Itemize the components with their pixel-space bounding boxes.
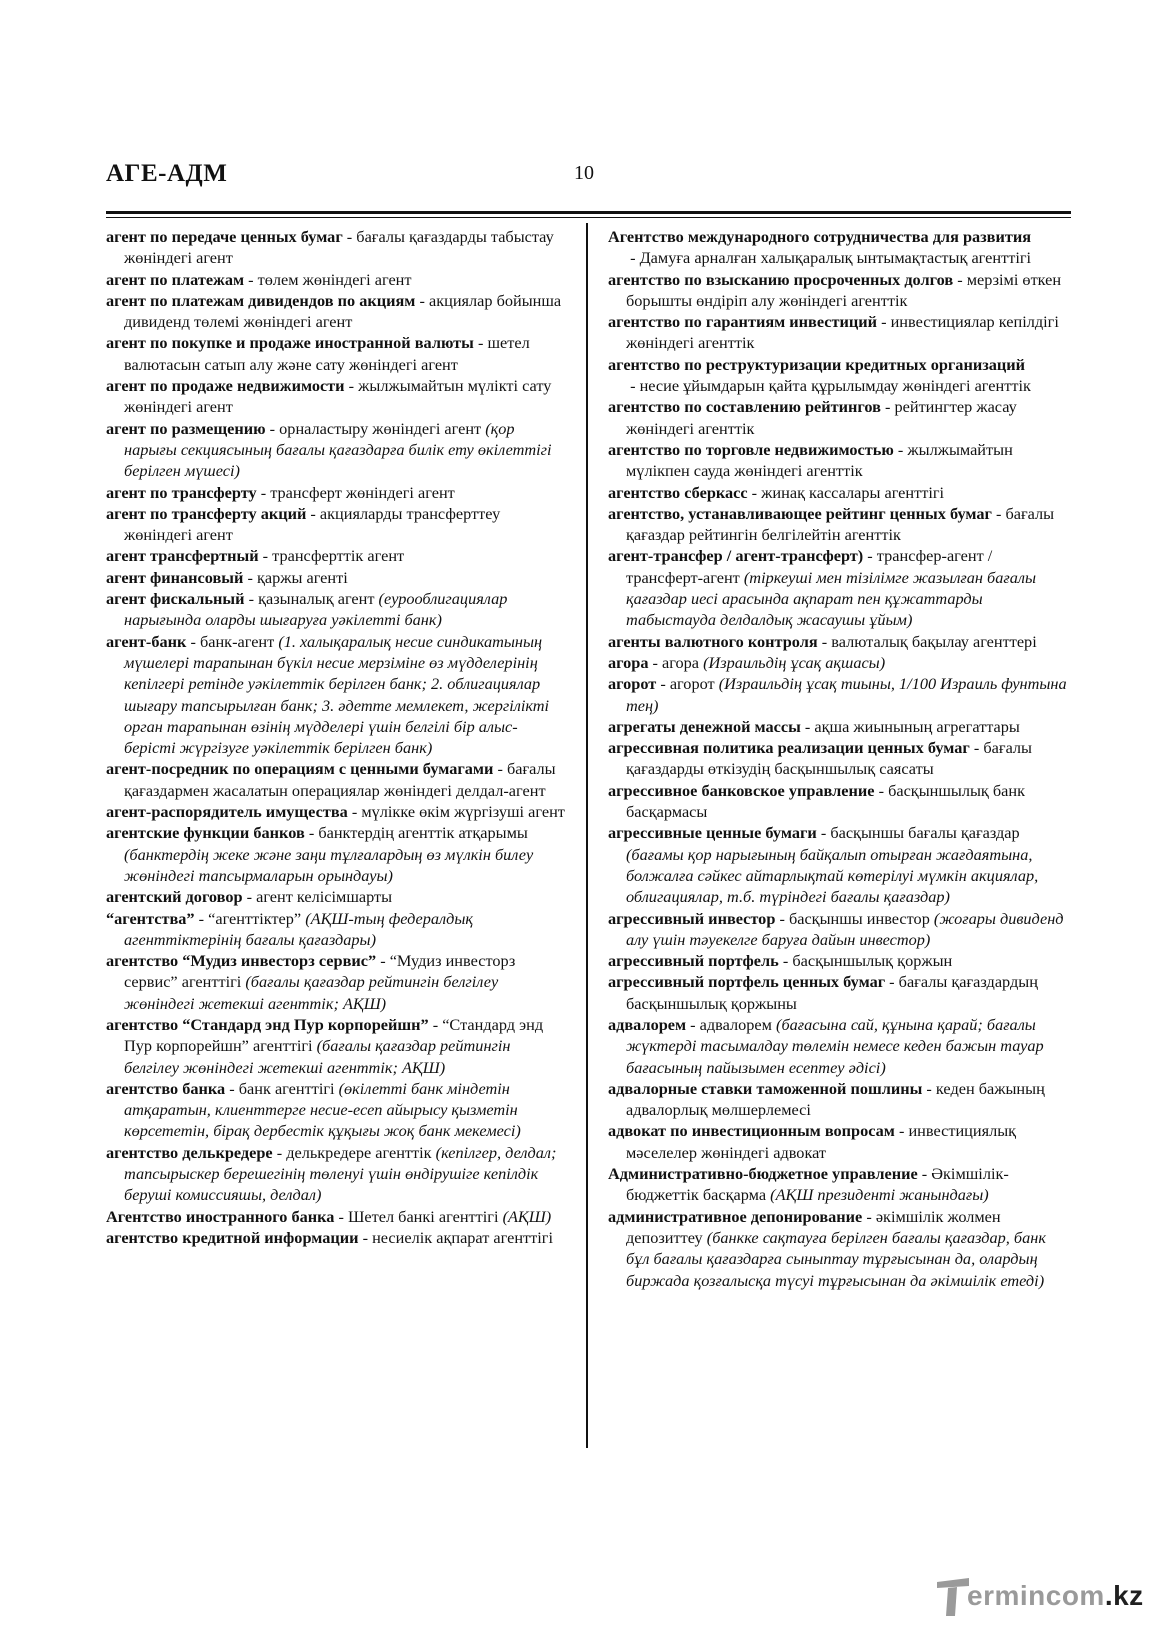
entry-translation: адвалорем [699, 1014, 772, 1034]
entry-term: агрессивные ценные бумаги [608, 823, 817, 843]
entry-term: агент по трансферту акций [106, 503, 307, 523]
entry-note: (бағамы қор нарығының байқалып отырған жағдаятына, болжалға сәйкес айтарлықтай көтерілуі мүмкін акциялар, облигациялар, т.б. түріндегі бағалы қағаздар) [626, 844, 1039, 907]
entry-separator: - [991, 503, 1006, 523]
dictionary-entry [608, 545, 1070, 630]
dictionary-entry [106, 1206, 568, 1227]
entry-term: агора [608, 652, 649, 672]
entry-separator: - [969, 738, 984, 758]
dictionary-entry [608, 1014, 1070, 1078]
dictionary-entry [106, 290, 568, 333]
dictionary-entry [608, 1206, 1070, 1291]
entry-translation: бағалы қағаздар рейтингін белгілейтін агенттік [626, 503, 1055, 545]
entry-separator: - [194, 908, 209, 928]
entry-translation: трансферт жөніндегі агент [270, 482, 455, 502]
entry-separator: - [265, 418, 280, 438]
entry-term: адвалорем [608, 1014, 687, 1034]
entry-translation: акциялар бойынша дивиденд төлемі жөніндегі агент [124, 290, 562, 332]
entry-separator: - [894, 1121, 909, 1141]
entry-separator: - [800, 716, 815, 736]
entry-term: агентство по взысканию просроченных долгов [608, 269, 954, 289]
dictionary-entry [608, 1163, 1070, 1206]
entry-note: (бағалы қағаздар рейтингін белгілеу жөніндегі жетекші агенттік; АҚШ) [124, 1036, 511, 1077]
entry-term: агент-трансфер / агент-трансферт) [608, 546, 864, 566]
dictionary-entry [106, 822, 568, 886]
dictionary-entry [608, 354, 1070, 397]
entry-separator: - [258, 546, 273, 566]
entry-separator: - [272, 1142, 287, 1162]
dictionary-entry [106, 332, 568, 375]
dictionary-entry [608, 1120, 1070, 1163]
entry-translation: басқыншылық банк басқармасы [626, 780, 1026, 822]
entry-separator: - [626, 248, 640, 268]
dictionary-entry [608, 311, 1070, 354]
entry-translation: бағалы қағаздармен жасалатын операциялар жөніндегі делдал-агент [124, 759, 556, 800]
entry-term: адвалорные ставки таможенной пошлины [608, 1078, 923, 1098]
entry-term: агентство по реструктуризации кредитных организаций [608, 354, 1026, 374]
entry-term: агентство, устанавливающее рейтинг ценных бумаг [608, 503, 992, 523]
entry-translation: трансферттік агент [272, 546, 405, 566]
entry-separator: - [376, 951, 390, 971]
header-rule-thin [106, 217, 1071, 218]
entry-term: агрессивное банковское управление [608, 780, 875, 800]
entry-separator: - [817, 631, 832, 651]
entry-term: агентство сберкасс [608, 482, 748, 502]
entry-separator: - [358, 1227, 373, 1247]
entry-translation: акцияларды трансферттеу жөніндегі агент [124, 503, 501, 545]
entry-term: “агентства” [106, 908, 195, 928]
entry-translation: жинақ кассалары агенттігі [761, 482, 945, 502]
dictionary-entry [608, 950, 1070, 971]
entry-translation: инвестициялар кепілдігі жөніндегі агенттік [626, 312, 1059, 353]
entry-note: (өкілетті банк міндетін атқаратын, клиенттерге несие-есеп айырысу қызметін көрсететін, бірақ дербестік құқығы жоқ банк мекемесі) [124, 1078, 521, 1141]
entry-translation: банктердің агенттік атқарымы [318, 823, 528, 843]
entry-term: агент по платежам [106, 269, 245, 289]
entry-translation: ақша жиынының агрегаттары [814, 716, 1020, 736]
entry-note: (АҚШ президенті жанындағы) [770, 1185, 989, 1205]
dictionary-entry [608, 631, 1070, 652]
entry-term: агентские функции банков [106, 823, 305, 843]
entry-separator: - [306, 503, 320, 523]
dictionary-entry [106, 226, 568, 269]
entry-translation: басқыншылық қоржын [792, 951, 953, 971]
entry-term: Административно-бюджетное управление [608, 1164, 918, 1184]
entry-separator: - [778, 951, 793, 971]
entry-separator: - [225, 1078, 239, 1098]
entry-separator: - [686, 1014, 700, 1034]
entry-separator: - [816, 823, 831, 843]
dictionary-entry [106, 886, 568, 907]
entry-translation: жылжымайтын мүлікпен сауда жөніндегі агенттік [626, 439, 1013, 481]
entry-translation: бағалы қағаздардың басқыншылық қоржыны [626, 972, 1038, 1013]
entry-translation: валюталық бақылау агенттері [831, 631, 1037, 651]
entry-term: агентский договор [106, 887, 243, 907]
entry-term: агент по покупке и продаже иностранной валюты [106, 333, 474, 353]
entry-separator: - [862, 1206, 876, 1226]
entry-translation: инвестициялық мәселелер жөніндегі адвокат [626, 1121, 1017, 1162]
running-head: АГЕ-АДМ [106, 160, 228, 187]
entry-term: агентство по составлению рейтингов [608, 397, 881, 417]
entry-term: адвокат по инвестиционным вопросам [608, 1121, 895, 1141]
entry-translation: Шетел банкі агенттігі [347, 1206, 499, 1226]
entry-separator: - [880, 397, 895, 417]
entry-translation: несие ұйымдарын қайта құрылымдау жөніндегі агенттік [639, 376, 1031, 396]
column-divider [586, 223, 588, 1448]
entry-separator: - [428, 1014, 443, 1034]
entry-separator: - [334, 1206, 348, 1226]
entry-note: (жоғары дивиденд алу үшін тәуекелге баруға дайын инвестор) [626, 908, 1064, 949]
entry-separator: - [885, 972, 899, 992]
entry-separator: - [775, 908, 789, 928]
dictionary-entry [608, 673, 1070, 716]
entry-translation: агора [662, 652, 700, 672]
dictionary-entry [106, 908, 568, 951]
entry-term: Агентство международного сотрудничества для развития [608, 227, 1032, 246]
entry-translation: Әкімшілік-бюджеттік басқарма [626, 1164, 1009, 1205]
entry-translation: бағалы қағаздарды өткізудің басқыншылық саясаты [626, 738, 1032, 779]
entry-term: Агентство иностранного банка [106, 1206, 335, 1226]
entry-translation: мүлікке өкім жүргізуші агент [361, 802, 565, 822]
entry-note: (банкке сақтауға берілген бағалы қағаздар, банк бұл бағалы қағаздарға сыныптау тұрғысынан да, олардың биржада қозғалысқа түсуі тұрғысынан да әкімшілік етеді) [626, 1227, 1046, 1290]
dictionary-entry [608, 396, 1070, 439]
entry-translation: несиелік ақпарат агенттігі [372, 1227, 554, 1247]
dictionary-entry [106, 1014, 568, 1078]
entry-note: (бағасына сай, құнына қарай; бағалы жүктерді тасымалдау төлемін немесе кеден бажын тауар бағасының пайызымен есептеу әдісі) [626, 1014, 1044, 1077]
entry-separator: - [747, 482, 762, 502]
watermark-text [967, 1580, 1144, 1612]
entry-translation: “Мудиз инвесторз сервис” агенттігі [124, 951, 516, 992]
entry-separator: - [186, 631, 200, 651]
entry-separator: - [922, 1078, 936, 1098]
entry-separator: - [893, 439, 908, 459]
terminco-t-logo-icon [935, 1576, 971, 1618]
dictionary-entry [106, 269, 568, 290]
header-rule-thick [106, 211, 1071, 214]
entry-note: (бағалы қағаздар рейтингін белгілеу жөніндегі жетекші агенттік; АҚШ) [124, 972, 499, 1013]
entry-separator: - [877, 312, 891, 332]
entry-translation: делькредере агенттік [286, 1142, 432, 1162]
entry-translation: басқыншы инвестор [788, 908, 930, 928]
entry-separator: - [493, 759, 507, 779]
dictionary-entry [608, 971, 1070, 1014]
entry-term: агент по платежам дивидендов по акциям [106, 290, 416, 310]
dictionary-entry [106, 482, 568, 503]
entry-translation: орналастыру жөніндегі агент [279, 418, 482, 438]
entry-term: агентство по торговле недвижимостью [608, 439, 894, 459]
entry-translation: трансфер-агент / трансферт-агент [626, 546, 993, 587]
dictionary-entry [608, 908, 1070, 951]
entry-translation: агент келісімшарты [256, 887, 393, 907]
entry-term: агент по передаче ценных бумаг [106, 227, 343, 246]
dictionary-entry [608, 822, 1070, 907]
entry-term: агентство банка [106, 1078, 226, 1098]
entry-translation: банк-агент [199, 631, 275, 651]
entry-translation: рейтингтер жасау жөніндегі агенттік [626, 397, 1017, 438]
dictionary-entry [608, 482, 1070, 503]
dictionary-entry [106, 567, 568, 588]
dictionary-entry [608, 780, 1070, 823]
watermark-domain: .kz [1104, 1580, 1144, 1611]
entry-translation: қазыналық агент [258, 589, 375, 609]
entry-term: агент-посредник по операциям с ценными бумагами [106, 759, 494, 779]
entry-note: (АҚШ) [502, 1206, 552, 1226]
entry-separator: - [347, 802, 362, 822]
entry-translation: жылжымайтын мүлікті сату жөніндегі агент [124, 376, 552, 417]
page-header [106, 158, 1071, 214]
entry-term: агентство по гарантиям инвестиций [608, 312, 878, 332]
dictionary-entry [608, 226, 1070, 269]
entry-translation: “агенттіктер” [208, 908, 302, 928]
dictionary-entry [106, 375, 568, 418]
entry-separator: - [244, 269, 258, 289]
dictionary-entry [608, 652, 1070, 673]
entry-note: (Израильдің ұсақ ақшасы) [703, 652, 886, 672]
entry-term: агент-банк [106, 631, 187, 651]
dictionary-entry [106, 418, 568, 482]
entry-term: агорот [608, 674, 657, 694]
terminco-watermark[interactable] [935, 1572, 1145, 1626]
dictionary-entry [608, 737, 1070, 780]
left-column [106, 226, 568, 1248]
entry-term: агентство “Мудиз инвесторз сервис” [106, 951, 377, 971]
entry-note: (Израильдің ұсақ тиыны, 1/100 Израиль фунтына тең) [626, 674, 1067, 715]
dictionary-entry [608, 269, 1070, 312]
entry-term: агент по размещению [106, 418, 266, 438]
dictionary-entry [106, 1227, 568, 1248]
entry-term: агент финансовый [106, 567, 244, 587]
entry-separator: - [473, 333, 488, 353]
entry-translation: бағалы қағаздарды табыстау жөніндегі агент [124, 227, 554, 268]
entry-translation: кеден бажының адвалорлық мөлшерлемесі [626, 1078, 1045, 1120]
entry-separator: - [344, 376, 359, 396]
dictionary-entry [106, 631, 568, 759]
dictionary-entry [106, 758, 568, 801]
dictionary-entry [608, 716, 1070, 737]
dictionary-entry [106, 1078, 568, 1142]
entry-term: агент по продаже недвижимости [106, 376, 345, 396]
dictionary-entry [608, 503, 1070, 546]
entry-separator: - [256, 482, 271, 502]
entry-translation: Дамуға арналған халықаралық ынтымақтастық агенттігі [639, 248, 1032, 268]
entry-note: (еурооблигациялар нарығында оларды шығаруға уәкілетті банк) [124, 589, 508, 630]
entry-translation: мерзімі өткен борышты өндіріп алу жөніндегі агенттік [626, 269, 1062, 310]
entry-note: (кепілгер, делдал; тапсырыскер берешегінің төленуі үшін өндірушіге кепілдік беруші комиссияшы, делдал) [124, 1142, 557, 1205]
entry-term: агрегаты денежной массы [608, 716, 801, 736]
entry-term: агрессивная политика реализации ценных бумаг [608, 738, 970, 758]
dictionary-entry [106, 1142, 568, 1206]
entry-translation: басқыншы бағалы қағаздар [830, 823, 1020, 843]
dictionary-entry [106, 503, 568, 546]
entry-separator: - [415, 290, 429, 310]
entry-term: агрессивный портфель [608, 951, 779, 971]
entry-separator: - [242, 887, 257, 907]
entry-term: агент по трансферту [106, 482, 257, 502]
dictionary-entry [608, 439, 1070, 482]
entry-term: агентство кредитной информации [106, 1227, 359, 1247]
entry-separator: - [874, 780, 889, 800]
entry-term: агентство делькредере [106, 1142, 273, 1162]
entry-separator: - [304, 823, 319, 843]
entry-separator: - [863, 546, 877, 566]
entry-term: административное депонирование [608, 1206, 863, 1226]
right-column [608, 226, 1070, 1291]
entry-translation: төлем жөніндегі агент [257, 269, 412, 289]
dictionary-entry [106, 950, 568, 1014]
entry-translation: банк агенттігі [238, 1078, 335, 1098]
dictionary-entry [106, 545, 568, 566]
entry-term: агентство “Стандард энд Пур корпорейшн” [106, 1014, 429, 1034]
entry-translation: әкімшілік жолмен депозиттеу [626, 1206, 1001, 1247]
dictionary-entry [106, 801, 568, 822]
entry-separator: - [243, 567, 257, 587]
entry-translation: “Стандард энд Пур корпорейшн” агенттігі [124, 1014, 544, 1056]
entry-translation: шетел валютасын сатып алу және сату жөніндегі агент [124, 333, 530, 374]
entry-translation: қаржы агенті [256, 567, 348, 587]
entry-separator: - [917, 1164, 932, 1184]
entry-note: (қор нарығы секциясының бағалы қағаздарға билік ету өкілеттігі берілген мүшесі) [124, 418, 552, 481]
entry-translation: агорот [669, 674, 715, 694]
entry-separator: - [656, 674, 670, 694]
entry-term: агрессивный инвестор [608, 908, 776, 928]
entry-note: (АҚШ-тың федералдық агенттіктерінің бағалы қағаздары) [124, 908, 474, 949]
entry-note: (1. халықаралық несие синдикатының мүшелері тарапынан бүкіл несие мерзіміне өз мүдделерінің кепілгері ретінде уәкілеттік берілген банк; 2. облигациялар шығару тапсырылған банк; 3. әдетте мемлекет, жергілікті орган тарапынан өзінің мүдделері үшін белгілі бір алыс-берісті жүргізуге уәкілеттік берілген банк) [124, 631, 550, 758]
watermark-brand: ermincom [967, 1580, 1105, 1611]
entry-term: агент-распорядитель имущества [106, 802, 348, 822]
entry-term: агент трансфертный [106, 546, 259, 566]
entry-note: (банктердің жеке және заңи тұлғалардың өз мүлкін билеу жөніндегі тапсырмаларын орындауы) [124, 844, 534, 885]
dictionary-entry [608, 1078, 1070, 1121]
entry-separator: - [648, 652, 663, 672]
entry-term: агрессивный портфель ценных бумаг [608, 972, 886, 992]
entry-separator: - [626, 376, 640, 396]
entry-separator: - [244, 589, 259, 609]
dictionary-entry [106, 588, 568, 631]
entry-term: агенты валютного контроля [608, 631, 818, 651]
entry-separator: - [342, 227, 357, 246]
page-number: 10 [574, 162, 594, 184]
entry-term: агент фискальный [106, 589, 245, 609]
entry-separator: - [953, 269, 967, 289]
entry-note: (тіркеуші мен тізілімге жазылған бағалы қағаздар иесі арасында ақпарат пен құжаттарды табыстауда делдалдық жасаушы ұйым) [626, 567, 1036, 630]
